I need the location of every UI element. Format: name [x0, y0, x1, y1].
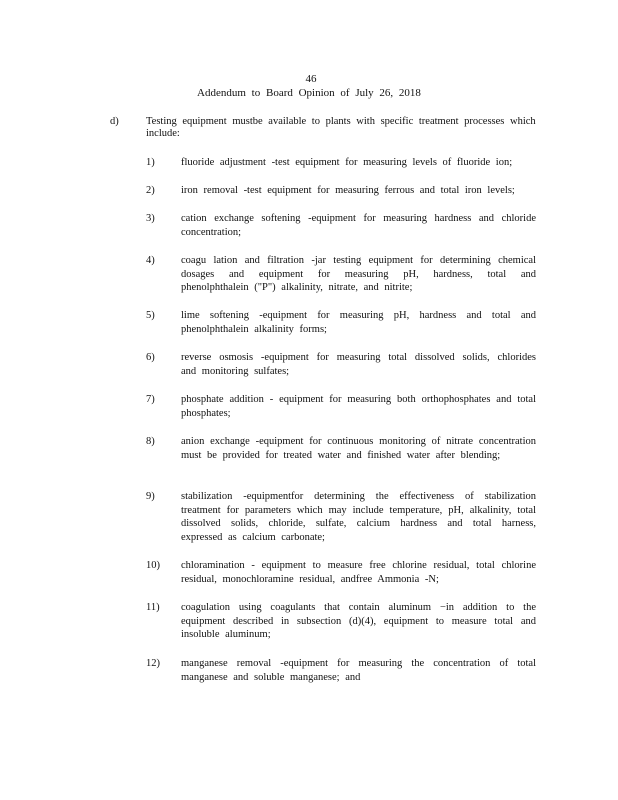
list-item-text: manganese removal -equipment for measuring the concentration of total manganese and soluble manganese; and: [181, 658, 536, 683]
list-item-text: chloramination - equipment to measure free chlorine residual, total chlorine residual, monochloramine residual, andfree Ammonia -N;: [181, 560, 536, 585]
list-item-number: 8): [146, 436, 155, 447]
section-label: d): [110, 116, 119, 127]
list-item-text: coagu lation and filtration -jar testing equipment for determining chemical dosages and equipment for measuring pH, hardness, total and phenolphthalein ("P") alkalinity, nitrate, and nitrite;: [181, 255, 536, 293]
list-item-number: 1): [146, 157, 155, 168]
list-item-number: 9): [146, 491, 155, 502]
list-item-text: cation exchange softening -equipment for measuring hardness and chloride concentration;: [181, 213, 536, 238]
list-item-text: reverse osmosis -equipment for measuring total dissolved solids, chlorides and monitoring sulfates;: [181, 352, 536, 377]
page-header: Addendum to Board Opinion of July 26, 2018: [197, 87, 421, 99]
section-intro: Testing equipment mustbe available to plants with specific treatment processes which include:: [146, 116, 536, 139]
list-item-text: lime softening -equipment for measuring pH, hardness and total and phenolphthalein alkalinity forms;: [181, 310, 536, 335]
list-item-number: 5): [146, 310, 155, 321]
list-item-number: 11): [146, 602, 160, 613]
list-item-number: 3): [146, 213, 155, 224]
list-item-text: iron removal -test equipment for measuring ferrous and total iron levels;: [181, 185, 515, 196]
list-item-number: 10): [146, 560, 160, 571]
list-item-number: 7): [146, 394, 155, 405]
list-item-text: fluoride adjustment -test equipment for measuring levels of fluoride ion;: [181, 157, 513, 168]
list-item-number: 6): [146, 352, 155, 363]
list-item-number: 12): [146, 658, 160, 669]
list-item-text: anion exchange -equipment for continuous monitoring of nitrate concentration must be provided for treated water and finished water after blending;: [181, 436, 536, 461]
list-item-number: 4): [146, 255, 155, 266]
list-item-text: coagulation using coagulants that contain aluminum −in addition to the equipment described in subsection (d)(4), equipment to measure total and insoluble aluminum;: [181, 602, 536, 640]
list-item-number: 2): [146, 185, 155, 196]
list-item-text: stabilization -equipmentfor determining the effectiveness of stabilization treatment for parameters which may include temperature, pH, alkalinity, total dissolved solids, chloride, sulfate, calcium hardness and total harness, expressed as calcium carbonate;: [181, 491, 536, 543]
page-number: 46: [305, 73, 317, 85]
list-item-text: phosphate addition - equipment for measuring both orthophosphates and total phosphates;: [181, 394, 536, 419]
